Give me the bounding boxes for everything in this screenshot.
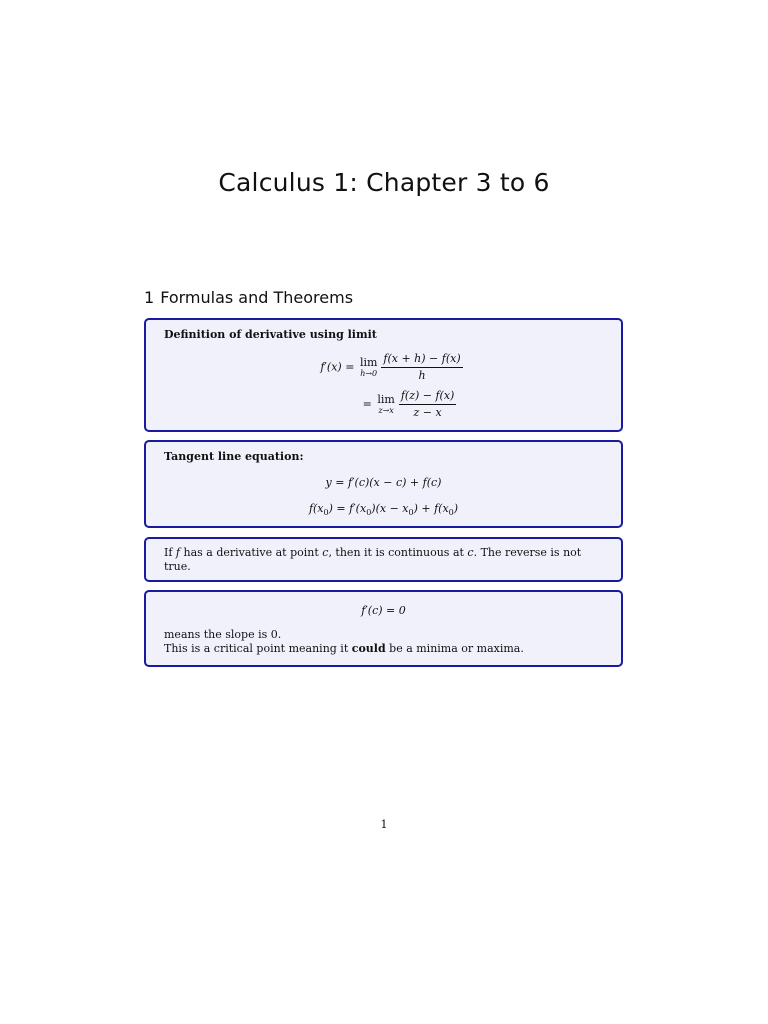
lim-subscript: h→0 [360, 369, 378, 378]
tangent-line-box [144, 440, 623, 528]
eq-part: )(x − x [371, 502, 409, 515]
eq-part: f(x [308, 502, 324, 515]
continuity-theorem-box [144, 537, 623, 582]
fraction-denominator: h [418, 369, 426, 382]
lim-subscript: z→x [378, 406, 394, 415]
limit-operator [377, 394, 394, 415]
eq-subscript: 0 [366, 508, 372, 518]
eq-part: ) [453, 502, 459, 515]
page-title: Calculus 1: Chapter 3 to 6 [218, 168, 550, 197]
derivative-limit-equation-h [182, 352, 603, 383]
math-variable: c [322, 546, 329, 559]
eq-subscript: 0 [448, 508, 454, 518]
fraction-denominator: z − x [413, 406, 442, 419]
eq-part: ) = f′(x [328, 502, 367, 515]
eq-lhs: f′(x) = [320, 360, 358, 374]
limit-operator [360, 357, 377, 378]
tangent-line-title: Tangent line equation: [164, 450, 304, 463]
slope-zero-text: means the slope is 0. [164, 628, 282, 641]
text-run: If [164, 546, 176, 559]
difference-quotient-fraction [399, 389, 457, 420]
lim-word: lim [359, 356, 378, 369]
continuity-theorem-text [164, 546, 603, 574]
eq-equals: = [362, 397, 376, 411]
critical-point-text [164, 642, 603, 656]
section-title: Formulas and Theorems [160, 288, 354, 307]
section-number: 1 [144, 288, 155, 307]
emphasis-could: could [351, 642, 386, 655]
derivative-definition-box [144, 318, 623, 432]
eq-subscript: 0 [323, 508, 329, 518]
fraction-numerator: f(z) − f(x) [399, 389, 457, 405]
difference-quotient-fraction [381, 352, 462, 383]
tangent-line-equation-c: y = f′(c)(x − c) + f(c) [325, 476, 442, 489]
text-run: . The reverse is not true. [164, 546, 582, 573]
text-run: , then it is continuous at [328, 546, 468, 559]
tangent-line-equation-x0 [164, 502, 603, 520]
text-run: be a minima or maxima. [385, 642, 524, 655]
derivative-definition-title: Definition of derivative using limit [164, 328, 377, 341]
critical-point-box [144, 590, 623, 667]
section-heading [144, 288, 353, 307]
text-run: This is a critical point meaning it [164, 642, 352, 655]
math-variable: f [175, 546, 180, 559]
eq-subscript: 0 [408, 508, 414, 518]
critical-point-equation: f′(c) = 0 [361, 604, 406, 617]
lim-word: lim [377, 393, 395, 406]
page-number: 1 [380, 818, 388, 831]
fraction-numerator: f(x + h) − f(x) [381, 352, 462, 368]
eq-part: ) + f(x [413, 502, 449, 515]
text-run: has a derivative at point [180, 546, 323, 559]
math-variable: c [467, 546, 474, 559]
derivative-limit-equation-z [182, 389, 603, 420]
